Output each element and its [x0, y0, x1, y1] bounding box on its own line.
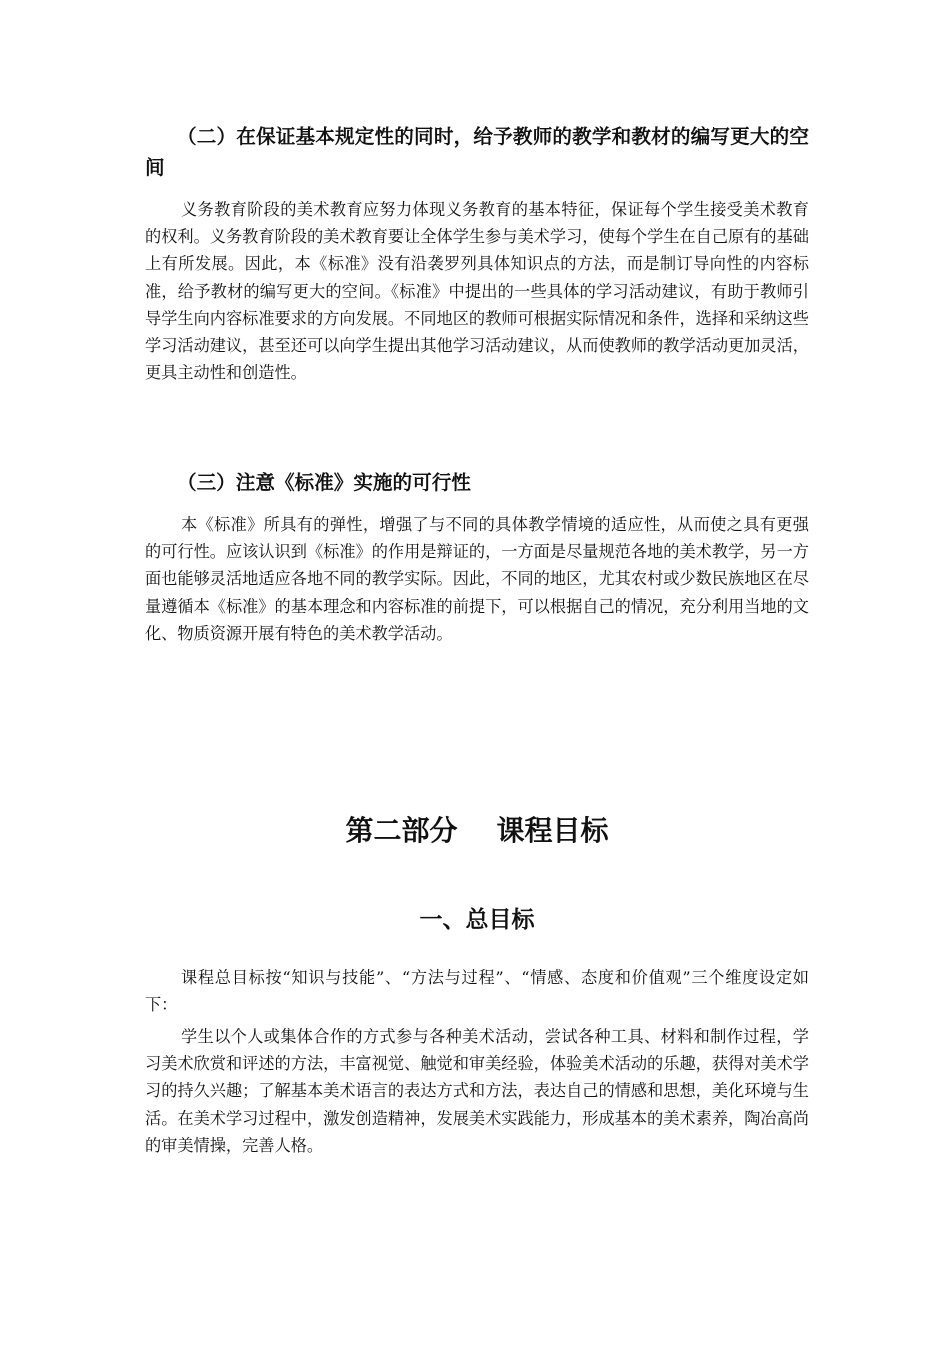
section-2-paragraph: 义务教育阶段的美术教育应努力体现义务教育的基本特征，保证每个学生接受美术教育的权利。义务教育阶段的美术教育要让全体学生参与美术学习，使每个学生在自己原有的基础上有所发展。因此，本《标准》没有沿袭罗列具体知识点的方法，而是制订导向性的内容标准，给予教材的编写更大的空间。《标准》中提出的一些具体的学习活动建议，有助于教师引导学生向内容标准要求的方向发展。不同地区的教师可根据实际情况和条件，选择和采纳这些学习活动建议，甚至还可以向学生提出其他学习活动建议，从而使教师的教学活动更加灵活，更具主动性和创造性。 [145, 200, 809, 383]
goal-detail-paragraph: 学生以个人或集体合作的方式参与各种美术活动，尝试各种工具、材料和制作过程，学习美术欣赏和评述的方法，丰富视觉、触觉和审美经验，体验美术活动的乐趣，获得对美术学习的持久兴趣；了解基本美术语言的表达方式和方法，表达自己的情感和思想，美化环境与生活。在美术学习过程中，激发创造精神，发展美术实践能力，形成基本的美术素养，陶冶高尚的审美情操，完善人格。 [145, 1027, 809, 1155]
section-2-heading [145, 121, 809, 183]
section-3-heading [145, 467, 809, 498]
goal-intro-paragraph: 课程总目标按“知识与技能”、“方法与过程”、“情感、态度和价值观”三个维度设定如下： [145, 968, 809, 1015]
section-3-paragraph: 本《标准》所具有的弹性，增强了与不同的具体教学情境的适应性，从而使之具有更强的可行性。应该认识到《标准》的作用是辩证的，一方面是尽量规范各地的美术教学，另一方面也能够灵活地适应各地不同的教学实际。因此，不同的地区，尤其农村或少数民族地区在尽量遵循本《标准》的基本理念和内容标准的前提下，可以根据自己的情况，充分利用当地的文化、物质资源开展有特色的美术教学活动。 [145, 515, 809, 643]
general-goal-title: 一、总目标 [419, 907, 535, 933]
section-3-heading-text: （三）注意《标准》实施的可行性 [177, 471, 471, 494]
section-2-heading-text: （二）在保证基本规定性的同时，给予教师的教学和教材的编写更大的空间 [145, 125, 809, 179]
part-title: 第二部分 课程目标 [345, 814, 609, 847]
